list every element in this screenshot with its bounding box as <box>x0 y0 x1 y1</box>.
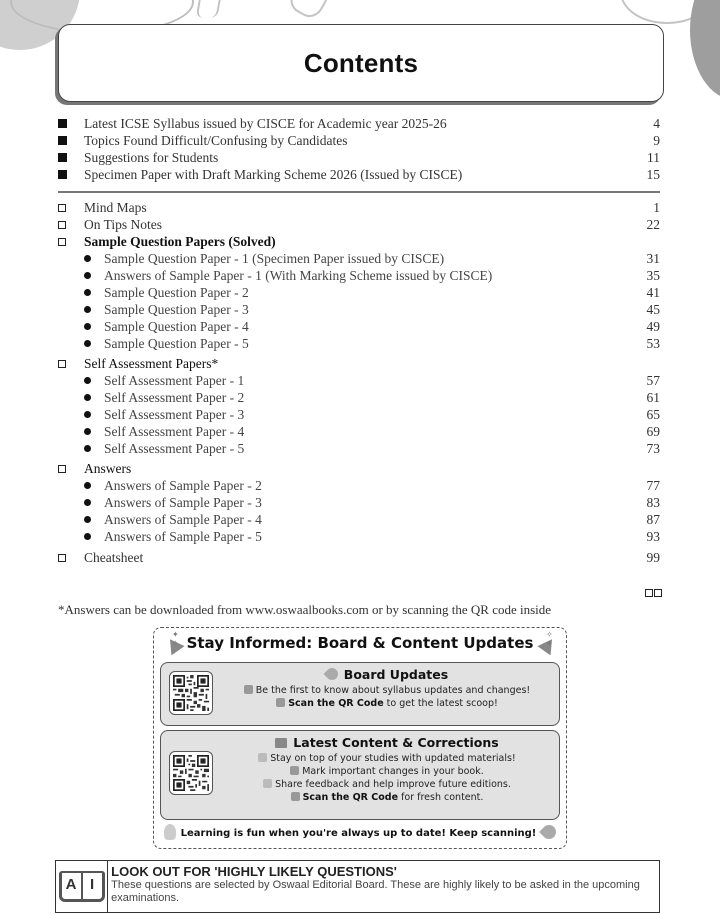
toc-label: Latest ICSE Syllabus issued by CISCE for Academic year 2025-26 <box>84 116 447 131</box>
toc-label: Sample Question Paper - 5 <box>104 336 249 351</box>
toc-label: Mind Maps <box>84 200 147 215</box>
decorative-doodle-star <box>196 0 223 18</box>
toc-subrow[interactable] <box>58 250 660 267</box>
toc-label: Specimen Paper with Draft Marking Scheme 2026 (Issued by CISCE) <box>84 167 463 182</box>
toc-page-number: 73 <box>646 441 660 456</box>
open-square-icon <box>654 589 662 597</box>
toc-subrow[interactable] <box>58 335 660 352</box>
toc-page-number: 83 <box>646 495 660 510</box>
toc-subrow[interactable] <box>58 528 660 545</box>
board-updates-heading <box>219 666 555 684</box>
toc-label: Answers of Sample Paper - 5 <box>104 529 262 544</box>
decorative-doodle-mid <box>285 0 332 22</box>
toc-page-number: 31 <box>646 251 660 266</box>
party-popper-icon: ✦ ✧ <box>162 632 184 654</box>
toc-page-number: 35 <box>646 268 660 283</box>
phone-icon <box>276 698 285 707</box>
toc-page-number: 57 <box>646 373 660 388</box>
toc-label: Answers of Sample Paper - 3 <box>104 495 262 510</box>
toc-row[interactable] <box>58 115 660 132</box>
phone-icon <box>291 792 300 801</box>
toc-subrow[interactable] <box>58 389 660 406</box>
content-updates-line-text: Mark important changes in your book. <box>302 766 484 777</box>
content-updates-content <box>219 734 555 804</box>
round-bullet-icon <box>84 482 91 489</box>
content-updates-line <box>219 752 555 765</box>
megaphone-icon <box>244 685 253 694</box>
toc-row-cheatsheet[interactable] <box>58 549 660 566</box>
toc-label: Self Assessment Paper - 2 <box>104 390 245 405</box>
toc-row[interactable] <box>58 149 660 166</box>
solid-square-bullet-icon <box>58 153 67 162</box>
light-bulb-icon <box>164 824 176 840</box>
toc-subrow[interactable] <box>58 494 660 511</box>
rocket-icon <box>323 666 340 683</box>
toc-page-number: 4 <box>653 116 660 131</box>
toc-label: Sample Question Paper - 4 <box>104 319 249 334</box>
solid-square-bullet-icon <box>58 136 67 145</box>
toc-subrow[interactable] <box>58 318 660 335</box>
footnote: *Answers can be downloaded from www.oswaalbooks.com or by scanning the QR code inside <box>58 602 552 617</box>
toc-heading-label: Self Assessment Papers* <box>84 356 219 371</box>
content-updates-panel <box>160 730 560 820</box>
toc-label: Self Assessment Paper - 4 <box>104 424 245 439</box>
ai-logo-letter: I <box>89 876 95 893</box>
toc-page-number: 99 <box>646 550 660 565</box>
toc-subrow[interactable] <box>58 267 660 284</box>
board-updates-qr-code[interactable] <box>169 671 213 715</box>
ai-logo-letter: A <box>62 873 83 899</box>
open-square-icon <box>645 589 653 597</box>
toc-label: Sample Question Paper - 2 <box>104 285 249 300</box>
section-divider <box>58 191 660 193</box>
round-bullet-icon <box>84 272 91 279</box>
content-updates-heading <box>219 734 555 752</box>
toc-label: Answers of Sample Paper - 2 <box>104 478 262 493</box>
toc-heading-answers <box>58 460 660 477</box>
toc-page-number: 87 <box>646 512 660 527</box>
toc-heading-label: Sample Question Papers (Solved) <box>84 234 276 249</box>
highly-likely-questions-banner <box>55 860 660 913</box>
solid-square-bullet-icon <box>58 119 67 128</box>
board-updates-heading-text: Board Updates <box>343 667 449 682</box>
toc-page-number: 77 <box>646 478 660 493</box>
toc-page-number: 22 <box>646 217 660 232</box>
sparkles-icon <box>258 753 267 762</box>
ai-banner-title: LOOK OUT FOR 'HIGHLY LIKELY QUESTIONS' <box>111 864 397 879</box>
toc-intro-section <box>58 115 660 183</box>
toc-page-number: 61 <box>646 390 660 405</box>
toc-page-number: 15 <box>646 167 660 182</box>
memo-icon <box>263 779 272 788</box>
round-bullet-icon <box>84 516 91 523</box>
end-of-contents-marks <box>645 589 662 597</box>
ai-banner-description: These questions are selected by Oswaal Editorial Board. These are highly likely to be asked in the upcoming examinations. <box>111 879 640 904</box>
content-updates-line-text: Share feedback and help improve future editions. <box>275 779 511 790</box>
round-bullet-icon <box>84 533 91 540</box>
open-square-bullet-icon <box>58 204 66 212</box>
toc-subrow[interactable] <box>58 511 660 528</box>
toc-page-number: 9 <box>653 133 660 148</box>
board-updates-line-text: Be the first to know about syllabus updates and changes! <box>255 685 531 696</box>
content-updates-qr-code[interactable] <box>169 751 213 795</box>
toc-page-number: 1 <box>653 200 660 215</box>
round-bullet-icon <box>84 323 91 330</box>
round-bullet-icon <box>84 340 91 347</box>
board-updates-line <box>219 697 555 710</box>
open-square-bullet-icon <box>58 221 66 229</box>
toc-label: Sample Question Paper - 1 (Specimen Paper issued by CISCE) <box>104 251 445 266</box>
scan-qr-emphasis: Scan the QR Code <box>302 792 399 803</box>
rocket-icon <box>539 822 559 842</box>
content-updates-line <box>219 778 555 791</box>
content-updates-line-text: Stay on top of your studies with updated materials! <box>270 753 516 764</box>
round-bullet-icon <box>84 394 91 401</box>
toc-subrow[interactable] <box>58 477 660 494</box>
board-updates-panel <box>160 662 560 726</box>
toc-subrow[interactable] <box>58 440 660 457</box>
toc-label: Answers of Sample Paper - 1 (With Marking Scheme issued by CISCE) <box>104 268 493 283</box>
party-popper-icon: ✧ ✦ <box>536 632 558 654</box>
solid-square-bullet-icon <box>58 170 67 179</box>
ai-book-logo-icon <box>56 861 108 912</box>
title-box <box>58 24 664 102</box>
board-updates-line <box>219 684 555 697</box>
toc-label: Self Assessment Paper - 1 <box>104 373 245 388</box>
qr-code-icon <box>173 675 209 711</box>
toc-subrow[interactable] <box>58 301 660 318</box>
content-updates-line-text: for fresh content. <box>398 792 484 803</box>
toc-page-number: 69 <box>646 424 660 439</box>
toc-heading-self-assessment <box>58 355 660 372</box>
toc-label: Sample Question Paper - 3 <box>104 302 249 317</box>
toc-label: Self Assessment Paper - 5 <box>104 441 245 456</box>
round-bullet-icon <box>84 377 91 384</box>
toc-page-number: 49 <box>646 319 660 334</box>
toc-row-on-tips[interactable] <box>58 216 660 233</box>
stay-informed-box <box>153 627 567 849</box>
open-square-bullet-icon <box>58 465 66 473</box>
open-square-bullet-icon <box>58 238 66 246</box>
toc-row[interactable] <box>58 132 660 149</box>
toc-label: Self Assessment Paper - 3 <box>104 407 245 422</box>
toc-label: Suggestions for Students <box>84 150 219 165</box>
toc-page-number: 11 <box>647 150 660 165</box>
stay-informed-title: Stay Informed: Board & Content Updates <box>186 634 534 652</box>
checkbox-icon <box>290 766 299 775</box>
toc-page-number: 45 <box>646 302 660 317</box>
toc-page-number: 53 <box>646 336 660 351</box>
toc-subrow[interactable] <box>58 406 660 423</box>
board-updates-content <box>219 666 555 710</box>
round-bullet-icon <box>84 499 91 506</box>
content-updates-line <box>219 765 555 778</box>
toc-row[interactable] <box>58 166 660 183</box>
toc-row-mind-maps[interactable] <box>58 199 660 216</box>
toc-label: Answers of Sample Paper - 4 <box>104 512 262 527</box>
round-bullet-icon <box>84 445 91 452</box>
round-bullet-icon <box>84 255 91 262</box>
toc-label: Cheatsheet <box>84 550 144 565</box>
toc-heading-label: Answers <box>84 461 132 476</box>
board-updates-line-text: to get the latest scoop! <box>383 698 498 709</box>
toc-page-number: 65 <box>646 407 660 422</box>
toc-label: On Tips Notes <box>84 217 163 232</box>
toc-subrow[interactable] <box>58 284 660 301</box>
content-updates-heading-text: Latest Content & Corrections <box>293 735 499 750</box>
ai-banner-text <box>108 861 659 912</box>
toc-page-number: 93 <box>646 529 660 544</box>
round-bullet-icon <box>84 289 91 296</box>
round-bullet-icon <box>84 411 91 418</box>
open-square-bullet-icon <box>58 360 66 368</box>
round-bullet-icon <box>84 306 91 313</box>
toc-label: Topics Found Difficult/Confusing by Candidates <box>84 133 348 148</box>
scan-qr-emphasis: Scan the QR Code <box>288 698 384 709</box>
decorative-doodle-right <box>690 0 720 100</box>
toc-heading-sample-papers <box>58 233 660 250</box>
qr-code-icon <box>173 755 209 791</box>
toc-main-section <box>58 199 660 566</box>
round-bullet-icon <box>84 428 91 435</box>
toc-subrow[interactable] <box>58 423 660 440</box>
page-title: Contents <box>303 47 419 78</box>
toc-subrow[interactable] <box>58 372 660 389</box>
tagline-text: Learning is fun when you're always up to date! Keep scanning! <box>180 828 537 839</box>
books-icon <box>275 738 287 748</box>
content-updates-line <box>219 791 555 804</box>
open-square-bullet-icon <box>58 554 66 562</box>
stay-informed-tagline <box>154 824 566 840</box>
toc-page-number: 41 <box>646 285 660 300</box>
